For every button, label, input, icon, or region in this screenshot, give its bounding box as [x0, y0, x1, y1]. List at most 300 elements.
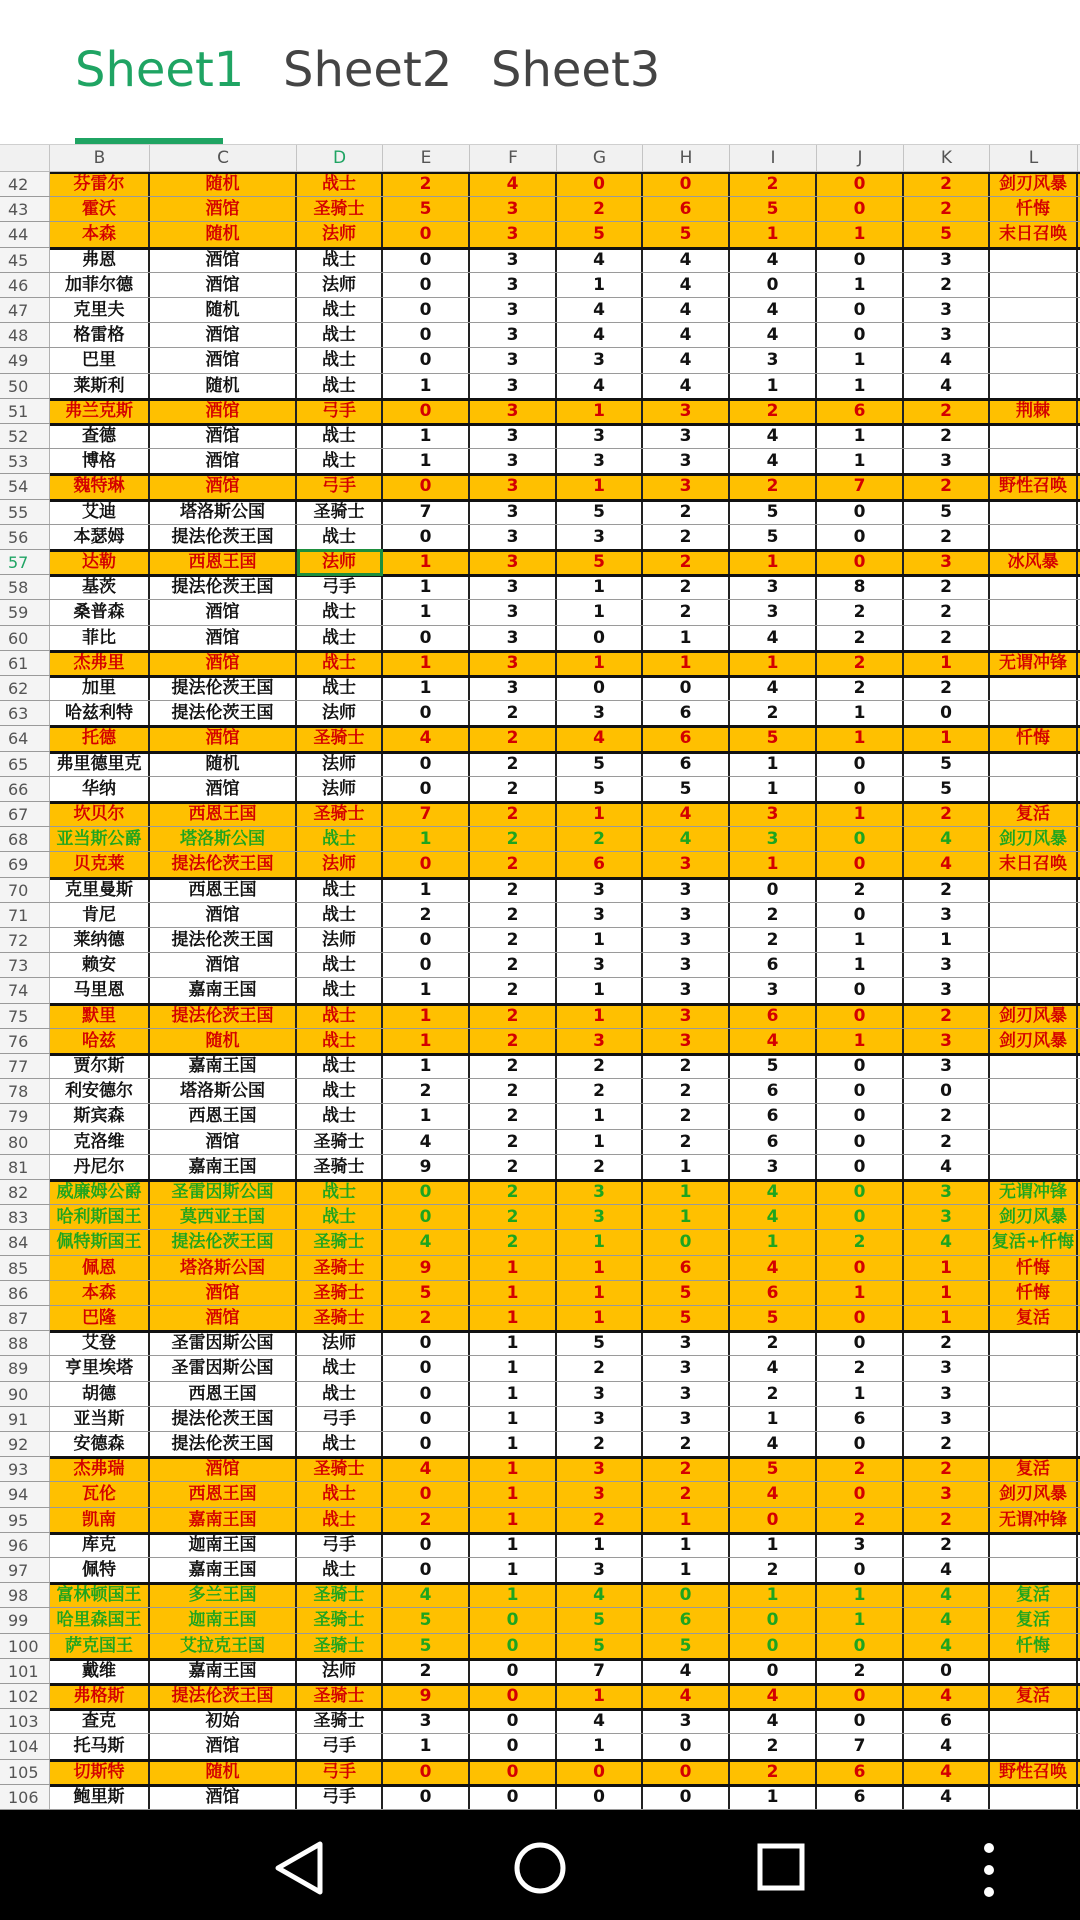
cell-G[interactable]: 1: [557, 1684, 643, 1708]
cell-J[interactable]: 0: [817, 500, 904, 524]
row-number[interactable]: 85: [0, 1256, 50, 1280]
cell-K[interactable]: 4: [904, 852, 990, 876]
cell-F[interactable]: 1: [470, 1558, 557, 1582]
cell-B[interactable]: 莱纳德: [50, 928, 150, 952]
cell-J[interactable]: 0: [817, 1432, 904, 1456]
cell-G[interactable]: 2: [557, 1054, 643, 1078]
cell-D[interactable]: 战士: [297, 1205, 383, 1229]
cell-L[interactable]: [990, 1331, 1078, 1355]
cell-I[interactable]: 1: [730, 1230, 817, 1254]
cell-F[interactable]: 0: [470, 1608, 557, 1632]
row-number[interactable]: 102: [0, 1684, 50, 1708]
cell-I[interactable]: 2: [730, 172, 817, 196]
cell-E[interactable]: 1: [383, 600, 470, 624]
cell-B[interactable]: 赖安: [50, 953, 150, 977]
cell-I[interactable]: 6: [730, 1281, 817, 1305]
cell-K[interactable]: 4: [904, 1634, 990, 1658]
cell-B[interactable]: 本瑟姆: [50, 525, 150, 549]
cell-L[interactable]: 末日召唤: [990, 222, 1078, 246]
cell-K[interactable]: 4: [904, 348, 990, 372]
cell-F[interactable]: 3: [470, 449, 557, 473]
cell-C[interactable]: 圣雷因斯公国: [150, 1356, 297, 1380]
cell-H[interactable]: 2: [643, 1104, 730, 1128]
cell-J[interactable]: 0: [817, 777, 904, 801]
cell-H[interactable]: 3: [643, 953, 730, 977]
cell-L[interactable]: [990, 1054, 1078, 1078]
cell-D[interactable]: 圣骑士: [297, 1130, 383, 1154]
cell-C[interactable]: 塔洛斯公国: [150, 1079, 297, 1103]
cell-L[interactable]: [990, 978, 1078, 1002]
cell-L[interactable]: 剑刃风暴: [990, 1029, 1078, 1053]
cell-D[interactable]: 弓手: [297, 1785, 383, 1809]
row-number[interactable]: 42: [0, 172, 50, 196]
column-header-B[interactable]: B: [50, 145, 150, 171]
cell-H[interactable]: 2: [643, 525, 730, 549]
cell-E[interactable]: 0: [383, 928, 470, 952]
cell-E[interactable]: 1: [383, 1004, 470, 1028]
cell-E[interactable]: 2: [383, 1659, 470, 1683]
more-dots-icon[interactable]: [976, 1840, 1002, 1900]
cell-G[interactable]: 4: [557, 248, 643, 272]
cell-G[interactable]: 1: [557, 600, 643, 624]
cell-C[interactable]: 随机: [150, 1760, 297, 1784]
column-header-F[interactable]: F: [470, 145, 557, 171]
cell-E[interactable]: 4: [383, 1457, 470, 1481]
cell-D[interactable]: 战士: [297, 323, 383, 347]
cell-E[interactable]: 2: [383, 172, 470, 196]
column-header-C[interactable]: C: [150, 145, 297, 171]
cell-D[interactable]: 圣骑士: [297, 1709, 383, 1733]
cell-K[interactable]: 3: [904, 1482, 990, 1506]
cell-J[interactable]: 0: [817, 1205, 904, 1229]
cell-E[interactable]: 1: [383, 1054, 470, 1078]
cell-I[interactable]: 2: [730, 1331, 817, 1355]
cell-L[interactable]: [990, 298, 1078, 322]
cell-D[interactable]: 圣骑士: [297, 1306, 383, 1330]
cell-C[interactable]: 初始: [150, 1709, 297, 1733]
cell-H[interactable]: 3: [643, 978, 730, 1002]
cell-F[interactable]: 3: [470, 600, 557, 624]
cell-F[interactable]: 0: [470, 1785, 557, 1809]
cell-G[interactable]: 0: [557, 1760, 643, 1784]
cell-D[interactable]: 战士: [297, 298, 383, 322]
cell-D[interactable]: 弓手: [297, 575, 383, 599]
row-number[interactable]: 79: [0, 1104, 50, 1128]
cell-D[interactable]: 圣骑士: [297, 1684, 383, 1708]
cell-I[interactable]: 4: [730, 1029, 817, 1053]
cell-I[interactable]: 1: [730, 777, 817, 801]
cell-J[interactable]: 0: [817, 1709, 904, 1733]
cell-L[interactable]: [990, 1104, 1078, 1128]
cell-B[interactable]: 佩特斯国王: [50, 1230, 150, 1254]
cell-H[interactable]: 0: [643, 676, 730, 700]
cell-F[interactable]: 3: [470, 474, 557, 498]
cell-C[interactable]: 酒馆: [150, 323, 297, 347]
row-number[interactable]: 66: [0, 777, 50, 801]
cell-D[interactable]: 战士: [297, 1079, 383, 1103]
row-number[interactable]: 63: [0, 701, 50, 725]
cell-I[interactable]: 2: [730, 474, 817, 498]
cell-D[interactable]: 圣骑士: [297, 726, 383, 750]
cell-D[interactable]: 法师: [297, 222, 383, 246]
cell-F[interactable]: 4: [470, 172, 557, 196]
cell-K[interactable]: 5: [904, 777, 990, 801]
cell-K[interactable]: 4: [904, 1608, 990, 1632]
cell-B[interactable]: 弗恩: [50, 248, 150, 272]
cell-B[interactable]: 弗格斯: [50, 1684, 150, 1708]
cell-H[interactable]: 1: [643, 1180, 730, 1204]
row-number[interactable]: 56: [0, 525, 50, 549]
cell-E[interactable]: 0: [383, 777, 470, 801]
cell-L[interactable]: 荆棘: [990, 399, 1078, 423]
cell-G[interactable]: 3: [557, 1457, 643, 1481]
row-number[interactable]: 93: [0, 1457, 50, 1481]
cell-F[interactable]: 3: [470, 651, 557, 675]
cell-I[interactable]: 4: [730, 248, 817, 272]
cell-H[interactable]: 2: [643, 500, 730, 524]
cell-J[interactable]: 7: [817, 474, 904, 498]
cell-D[interactable]: 圣骑士: [297, 1583, 383, 1607]
cell-B[interactable]: 托德: [50, 726, 150, 750]
cell-G[interactable]: 1: [557, 1004, 643, 1028]
cell-B[interactable]: 萨克国王: [50, 1634, 150, 1658]
cell-F[interactable]: 3: [470, 222, 557, 246]
cell-I[interactable]: 6: [730, 1079, 817, 1103]
cell-H[interactable]: 4: [643, 802, 730, 826]
cell-I[interactable]: 4: [730, 626, 817, 650]
cell-L[interactable]: 野性召唤: [990, 474, 1078, 498]
cell-L[interactable]: [990, 1734, 1078, 1758]
cell-C[interactable]: 提法伦茨王国: [150, 701, 297, 725]
cell-B[interactable]: 利安德尔: [50, 1079, 150, 1103]
cell-C[interactable]: 酒馆: [150, 1281, 297, 1305]
cell-I[interactable]: 5: [730, 1457, 817, 1481]
cell-J[interactable]: 1: [817, 424, 904, 448]
cell-J[interactable]: 1: [817, 1281, 904, 1305]
cell-H[interactable]: 1: [643, 1205, 730, 1229]
cell-K[interactable]: 3: [904, 903, 990, 927]
cell-F[interactable]: 2: [470, 1180, 557, 1204]
cell-F[interactable]: 1: [470, 1583, 557, 1607]
cell-K[interactable]: 6: [904, 1709, 990, 1733]
cell-F[interactable]: 2: [470, 878, 557, 902]
cell-I[interactable]: 3: [730, 600, 817, 624]
cell-B[interactable]: 克里夫: [50, 298, 150, 322]
cell-E[interactable]: 0: [383, 1382, 470, 1406]
cell-H[interactable]: 2: [643, 1482, 730, 1506]
cell-H[interactable]: 5: [643, 777, 730, 801]
cell-B[interactable]: 切斯特: [50, 1760, 150, 1784]
cell-C[interactable]: 嘉南王国: [150, 1659, 297, 1683]
cell-I[interactable]: 5: [730, 500, 817, 524]
cell-K[interactable]: 1: [904, 928, 990, 952]
cell-L[interactable]: [990, 500, 1078, 524]
cell-D[interactable]: 战士: [297, 676, 383, 700]
cell-J[interactable]: 0: [817, 1256, 904, 1280]
cell-B[interactable]: 博格: [50, 449, 150, 473]
cell-E[interactable]: 5: [383, 1608, 470, 1632]
cell-F[interactable]: 3: [470, 323, 557, 347]
cell-F[interactable]: 2: [470, 1054, 557, 1078]
cell-K[interactable]: 2: [904, 1104, 990, 1128]
cell-F[interactable]: 2: [470, 953, 557, 977]
row-number[interactable]: 86: [0, 1281, 50, 1305]
cell-F[interactable]: 1: [470, 1508, 557, 1532]
cell-L[interactable]: 剑刃风暴: [990, 827, 1078, 851]
column-header-H[interactable]: H: [643, 145, 730, 171]
cell-L[interactable]: [990, 1533, 1078, 1557]
cell-B[interactable]: 肯尼: [50, 903, 150, 927]
tab-sheet2[interactable]: Sheet2: [283, 42, 453, 98]
cell-F[interactable]: 2: [470, 1130, 557, 1154]
cell-G[interactable]: 4: [557, 1583, 643, 1607]
cell-D[interactable]: 战士: [297, 1382, 383, 1406]
cell-I[interactable]: 4: [730, 1205, 817, 1229]
cell-B[interactable]: 默里: [50, 1004, 150, 1028]
cell-K[interactable]: 2: [904, 1331, 990, 1355]
cell-B[interactable]: 哈兹利特: [50, 701, 150, 725]
cell-H[interactable]: 6: [643, 197, 730, 221]
cell-G[interactable]: 2: [557, 197, 643, 221]
cell-B[interactable]: 格雷格: [50, 323, 150, 347]
cell-D[interactable]: 战士: [297, 374, 383, 398]
cell-F[interactable]: 2: [470, 1155, 557, 1179]
row-number[interactable]: 74: [0, 978, 50, 1002]
cell-H[interactable]: 2: [643, 575, 730, 599]
cell-K[interactable]: 3: [904, 449, 990, 473]
row-number[interactable]: 88: [0, 1331, 50, 1355]
cell-E[interactable]: 0: [383, 1180, 470, 1204]
cell-L[interactable]: 复活: [990, 1306, 1078, 1330]
cell-C[interactable]: 提法伦茨王国: [150, 1004, 297, 1028]
cell-F[interactable]: 1: [470, 1256, 557, 1280]
cell-L[interactable]: [990, 248, 1078, 272]
cell-G[interactable]: 1: [557, 928, 643, 952]
cell-G[interactable]: 1: [557, 1256, 643, 1280]
cell-C[interactable]: 提法伦茨王国: [150, 676, 297, 700]
row-number[interactable]: 62: [0, 676, 50, 700]
cell-I[interactable]: 2: [730, 1734, 817, 1758]
cell-B[interactable]: 查克: [50, 1709, 150, 1733]
cell-H[interactable]: 6: [643, 701, 730, 725]
cell-J[interactable]: 1: [817, 928, 904, 952]
cell-C[interactable]: 迦南王国: [150, 1608, 297, 1632]
cell-L[interactable]: [990, 348, 1078, 372]
cell-E[interactable]: 4: [383, 726, 470, 750]
cell-C[interactable]: 提法伦茨王国: [150, 1230, 297, 1254]
cell-H[interactable]: 3: [643, 852, 730, 876]
cell-I[interactable]: 2: [730, 701, 817, 725]
cell-I[interactable]: 3: [730, 348, 817, 372]
row-number[interactable]: 57: [0, 550, 50, 574]
cell-K[interactable]: 5: [904, 222, 990, 246]
cell-C[interactable]: 艾拉克王国: [150, 1634, 297, 1658]
cell-J[interactable]: 0: [817, 1306, 904, 1330]
row-number[interactable]: 91: [0, 1407, 50, 1431]
cell-J[interactable]: 1: [817, 449, 904, 473]
cell-C[interactable]: 西恩王国: [150, 1104, 297, 1128]
cell-G[interactable]: 3: [557, 348, 643, 372]
cell-C[interactable]: 提法伦茨王国: [150, 1432, 297, 1456]
cell-E[interactable]: 5: [383, 197, 470, 221]
cell-B[interactable]: 巴隆: [50, 1306, 150, 1330]
cell-K[interactable]: 4: [904, 374, 990, 398]
cell-I[interactable]: 1: [730, 374, 817, 398]
row-number[interactable]: 53: [0, 449, 50, 473]
cell-I[interactable]: 5: [730, 1054, 817, 1078]
cell-E[interactable]: 1: [383, 978, 470, 1002]
cell-G[interactable]: 4: [557, 374, 643, 398]
cell-J[interactable]: 2: [817, 878, 904, 902]
cell-C[interactable]: 酒馆: [150, 777, 297, 801]
cell-B[interactable]: 哈兹: [50, 1029, 150, 1053]
cell-C[interactable]: 嘉南王国: [150, 978, 297, 1002]
cell-J[interactable]: 0: [817, 852, 904, 876]
column-header-L[interactable]: L: [990, 145, 1078, 171]
cell-K[interactable]: 3: [904, 248, 990, 272]
cell-F[interactable]: 0: [470, 1709, 557, 1733]
row-number[interactable]: 106: [0, 1785, 50, 1809]
cell-G[interactable]: 3: [557, 1558, 643, 1582]
column-header-J[interactable]: J: [817, 145, 904, 171]
cell-C[interactable]: 酒馆: [150, 651, 297, 675]
cell-B[interactable]: 丹尼尔: [50, 1155, 150, 1179]
cell-C[interactable]: 酒馆: [150, 726, 297, 750]
cell-D[interactable]: 弓手: [297, 474, 383, 498]
cell-E[interactable]: 7: [383, 500, 470, 524]
cell-J[interactable]: 0: [817, 1558, 904, 1582]
cell-G[interactable]: 0: [557, 172, 643, 196]
cell-J[interactable]: 0: [817, 1180, 904, 1204]
cell-E[interactable]: 2: [383, 1508, 470, 1532]
cell-C[interactable]: 随机: [150, 1029, 297, 1053]
cell-F[interactable]: 2: [470, 928, 557, 952]
cell-H[interactable]: 6: [643, 1608, 730, 1632]
cell-G[interactable]: 2: [557, 1079, 643, 1103]
cell-L[interactable]: [990, 953, 1078, 977]
cell-L[interactable]: [990, 676, 1078, 700]
cell-L[interactable]: [990, 323, 1078, 347]
cell-B[interactable]: 杰弗瑞: [50, 1457, 150, 1481]
row-number[interactable]: 101: [0, 1659, 50, 1683]
cell-K[interactable]: 1: [904, 1306, 990, 1330]
cell-B[interactable]: 斯宾森: [50, 1104, 150, 1128]
cell-K[interactable]: 2: [904, 1432, 990, 1456]
cell-J[interactable]: 2: [817, 1508, 904, 1532]
cell-L[interactable]: [990, 878, 1078, 902]
cell-G[interactable]: 3: [557, 1482, 643, 1506]
cell-E[interactable]: 0: [383, 273, 470, 297]
row-number[interactable]: 83: [0, 1205, 50, 1229]
row-number[interactable]: 97: [0, 1558, 50, 1582]
cell-B[interactable]: 坎贝尔: [50, 802, 150, 826]
cell-F[interactable]: 3: [470, 626, 557, 650]
cell-D[interactable]: 战士: [297, 1180, 383, 1204]
cell-G[interactable]: 1: [557, 399, 643, 423]
cell-L[interactable]: 野性召唤: [990, 1760, 1078, 1784]
cell-H[interactable]: 3: [643, 1004, 730, 1028]
cell-C[interactable]: 酒馆: [150, 197, 297, 221]
cell-J[interactable]: 2: [817, 1457, 904, 1481]
cell-C[interactable]: 提法伦茨王国: [150, 525, 297, 549]
row-number[interactable]: 48: [0, 323, 50, 347]
cell-C[interactable]: 提法伦茨王国: [150, 1407, 297, 1431]
cell-D[interactable]: 战士: [297, 600, 383, 624]
cell-C[interactable]: 酒馆: [150, 399, 297, 423]
cell-E[interactable]: 3: [383, 1709, 470, 1733]
cell-L[interactable]: 忏悔: [990, 1256, 1078, 1280]
cell-F[interactable]: 3: [470, 298, 557, 322]
cell-D[interactable]: 弓手: [297, 1760, 383, 1784]
row-number[interactable]: 51: [0, 399, 50, 423]
cell-L[interactable]: 忏悔: [990, 726, 1078, 750]
cell-D[interactable]: 圣骑士: [297, 1256, 383, 1280]
cell-G[interactable]: 2: [557, 827, 643, 851]
cell-I[interactable]: 3: [730, 1155, 817, 1179]
cell-H[interactable]: 5: [643, 1306, 730, 1330]
cell-K[interactable]: 2: [904, 197, 990, 221]
cell-K[interactable]: 4: [904, 1583, 990, 1607]
cell-C[interactable]: 嘉南王国: [150, 1054, 297, 1078]
row-number[interactable]: 54: [0, 474, 50, 498]
cell-G[interactable]: 1: [557, 1104, 643, 1128]
cell-C[interactable]: 酒馆: [150, 1306, 297, 1330]
cell-K[interactable]: 3: [904, 1407, 990, 1431]
cell-F[interactable]: 0: [470, 1684, 557, 1708]
cell-J[interactable]: 0: [817, 1155, 904, 1179]
cell-D[interactable]: 战士: [297, 1029, 383, 1053]
cell-D[interactable]: 战士: [297, 1558, 383, 1582]
cell-G[interactable]: 6: [557, 852, 643, 876]
cell-B[interactable]: 弗兰克斯: [50, 399, 150, 423]
row-number[interactable]: 43: [0, 197, 50, 221]
cell-I[interactable]: 3: [730, 978, 817, 1002]
cell-K[interactable]: 3: [904, 1382, 990, 1406]
cell-E[interactable]: 0: [383, 323, 470, 347]
cell-E[interactable]: 1: [383, 1029, 470, 1053]
cell-H[interactable]: 4: [643, 1659, 730, 1683]
cell-C[interactable]: 酒馆: [150, 273, 297, 297]
cell-H[interactable]: 2: [643, 550, 730, 574]
cell-I[interactable]: 4: [730, 298, 817, 322]
cell-I[interactable]: 6: [730, 1004, 817, 1028]
cell-L[interactable]: [990, 575, 1078, 599]
cell-H[interactable]: 3: [643, 474, 730, 498]
cell-G[interactable]: 5: [557, 1608, 643, 1632]
cell-K[interactable]: 3: [904, 1205, 990, 1229]
cell-I[interactable]: 0: [730, 1634, 817, 1658]
cell-J[interactable]: 6: [817, 1760, 904, 1784]
cell-F[interactable]: 0: [470, 1734, 557, 1758]
cell-D[interactable]: 法师: [297, 1659, 383, 1683]
cell-D[interactable]: 法师: [297, 852, 383, 876]
cell-H[interactable]: 1: [643, 651, 730, 675]
cell-D[interactable]: 战士: [297, 827, 383, 851]
cell-C[interactable]: 随机: [150, 374, 297, 398]
cell-L[interactable]: [990, 525, 1078, 549]
cell-J[interactable]: 0: [817, 172, 904, 196]
cell-C[interactable]: 西恩王国: [150, 1482, 297, 1506]
cell-H[interactable]: 6: [643, 1256, 730, 1280]
cell-C[interactable]: 酒馆: [150, 626, 297, 650]
cell-B[interactable]: 芬雷尔: [50, 172, 150, 196]
cell-I[interactable]: 4: [730, 1709, 817, 1733]
cell-I[interactable]: 3: [730, 827, 817, 851]
cell-J[interactable]: 0: [817, 752, 904, 776]
cell-L[interactable]: 无谓冲锋: [990, 1180, 1078, 1204]
cell-L[interactable]: [990, 1709, 1078, 1733]
row-number[interactable]: 96: [0, 1533, 50, 1557]
